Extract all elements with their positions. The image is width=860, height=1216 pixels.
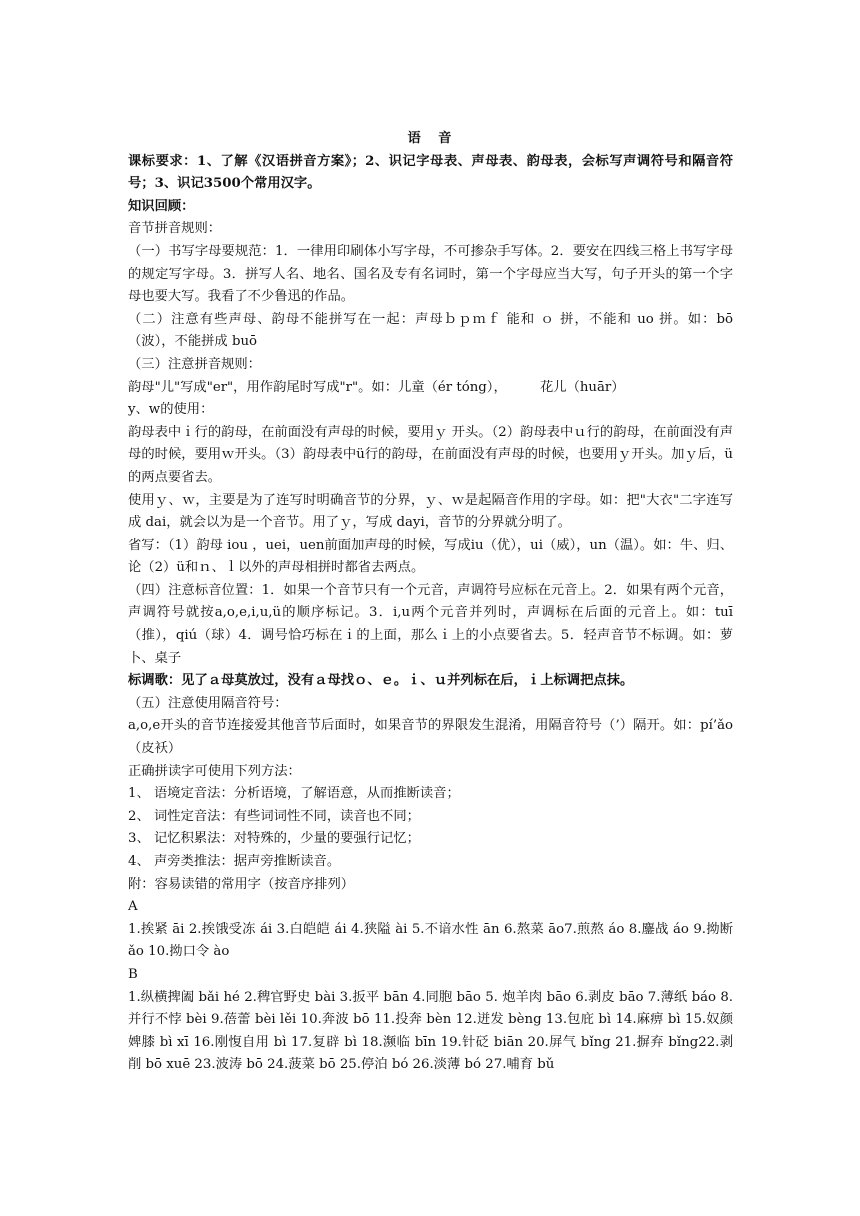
er-rule-line: 韵母"儿"写成"er"，用作韵尾时写成"r"。如：儿童（ér tóng）， 花儿（huār） <box>128 379 625 395</box>
section-letter-a: A <box>128 899 138 915</box>
rule-3-heading: （三）注意拼音规则： <box>128 356 261 372</box>
rules-heading: 音节拼音规则： <box>128 221 222 237</box>
appendix-heading: 附：容易读错的常用字（按音序排列） <box>128 876 355 892</box>
rule-1-paragraph: （一）书写字母要规范：1．一律用印刷体小写字母，不可掺杂手写体。2．要安在四线三格上书写字母的规定写字母。3．拼写人名、地名、国名及专有名词时，第一个字母应当大写，句子开头的第一个字母也要大写。我看了不少鲁迅的作品。 <box>128 243 733 305</box>
method-item: 2、 词性定音法：有些词词性不同，读音也不同； <box>128 808 420 824</box>
method-item: 1、 语境定音法：分析语境，了解语意，从而推断读音； <box>128 786 460 802</box>
yw-paragraph-2: 使用ｙ、ｗ，主要是为了连写时明确音节的分界，ｙ、ｗ是起隔音作用的字母。如：把"大衣"二字连写成 dai，就会以为是一个音节。用了ｙ，写成 dayi，音节的分界就分明了。 <box>128 492 733 531</box>
document-page <box>128 128 733 1077</box>
word-list-a: 1.挨紧 āi 2.挨饿受冻 ái 3.白皑皑 ái 4.狭隘 ài 5.不谙水性 ān 6.熬菜 āo7.煎熬 áo 8.鏖战 áo 9.拗断 ǎo 10.拗口令 ào <box>128 921 733 960</box>
rule-5-heading: （五）注意使用隔音符号： <box>128 695 288 711</box>
section-letter-b: B <box>128 966 138 982</box>
rule-5-paragraph: a,o,e开头的音节连接爱其他音节后面时，如果音节的界限发生混淆，用隔音符号（’）隔开。如：pí’ǎo（皮袄） <box>128 718 733 757</box>
word-list-b: 1.纵横捭阖 bǎi hé 2.稗官野史 bài 3.扳平 bān 4.同胞 bāo 5. 炮羊肉 bāo 6.剥皮 bāo 7.薄纸 báo 8.并行不悖 bèi 9.蓓蕾 bèi lěi 10.奔波 bō 11.投奔 bèn 12.迸发 bèng 13.包庇 bì 14.麻痹 bì 15.奴颜婢膝 bì xī 16.刚愎自用 bì 17.复辟 bì 18.濒临 bīn 19.针砭 biān 20.屏气 bǐng 21.摒弃 bǐng22.剥削 bō xuē 23.波涛 bō 24.菠菜 bō 25.停泊 bó 26.淡薄 bó 27.哺育 bǔ <box>128 989 733 1073</box>
omission-paragraph: 省写：（1）韵母 iou ，uei，uen前面加声母的时候，写成iu（优），ui（威），un（温）。如：牛、归、论（2）ü和ｎ、ｌ以外的声母相拼时都省去两点。 <box>128 537 733 576</box>
methods-heading: 正确拼读字可使用下列方法： <box>128 763 301 779</box>
method-item: 4、 声旁类推法：据声旁推断读音。 <box>128 854 341 869</box>
yw-heading: y、w的使用： <box>128 402 214 418</box>
curriculum-requirement: 课标要求：1、了解《汉语拼音方案》；2、识记字母表、声母表、韵母表，会标写声调符号和隔音符号；3、识记3500个常用汉字。 <box>128 153 733 192</box>
method-item: 3、 记忆积累法：对特殊的，少量的要强行记忆； <box>128 831 420 847</box>
tone-mark-song: 标调歌：见了ａ母莫放过，没有ａ母找ｏ、ｅ。ｉ、ｕ并列标在后，ｉ上标调把点抹。 <box>128 673 634 689</box>
yw-paragraph: 韵母表中ｉ行的韵母，在前面没有声母的时候，要用ｙ 开头。（2）韵母表中ｕ行的韵母，在前面没有声母的时候，要用ｗ开头。（3）韵母表中ü行的韵母，在前面没有声母的时候，也要用ｙ开头。加ｙ后，ü的两点要省去。 <box>128 424 733 485</box>
rule-2-paragraph: （二）注意有些声母、韵母不能拼写在一起：声母ｂｐｍｆ 能和 ｏ 拼，不能和 uo 拼。如：bō （波），不能拼成 buō <box>128 311 733 350</box>
review-heading: 知识回顾： <box>128 198 195 214</box>
document-title: 语 音 <box>407 131 454 146</box>
rule-4-paragraph: （四）注意标音位置：1．如果一个音节只有一个元音，声调符号应标在元音上。2．如果有两个元音，声调符号就按a,o,e,i,u,ü的顺序标记。3．i,u两个元音并列时，声调标在后面的元音上。如：tuī（推），qiú（球）4．调号恰巧标在ｉ的上面，那么ｉ上的小点要省去。5．轻声音节不标调。如：萝卜、桌子 <box>128 582 733 666</box>
